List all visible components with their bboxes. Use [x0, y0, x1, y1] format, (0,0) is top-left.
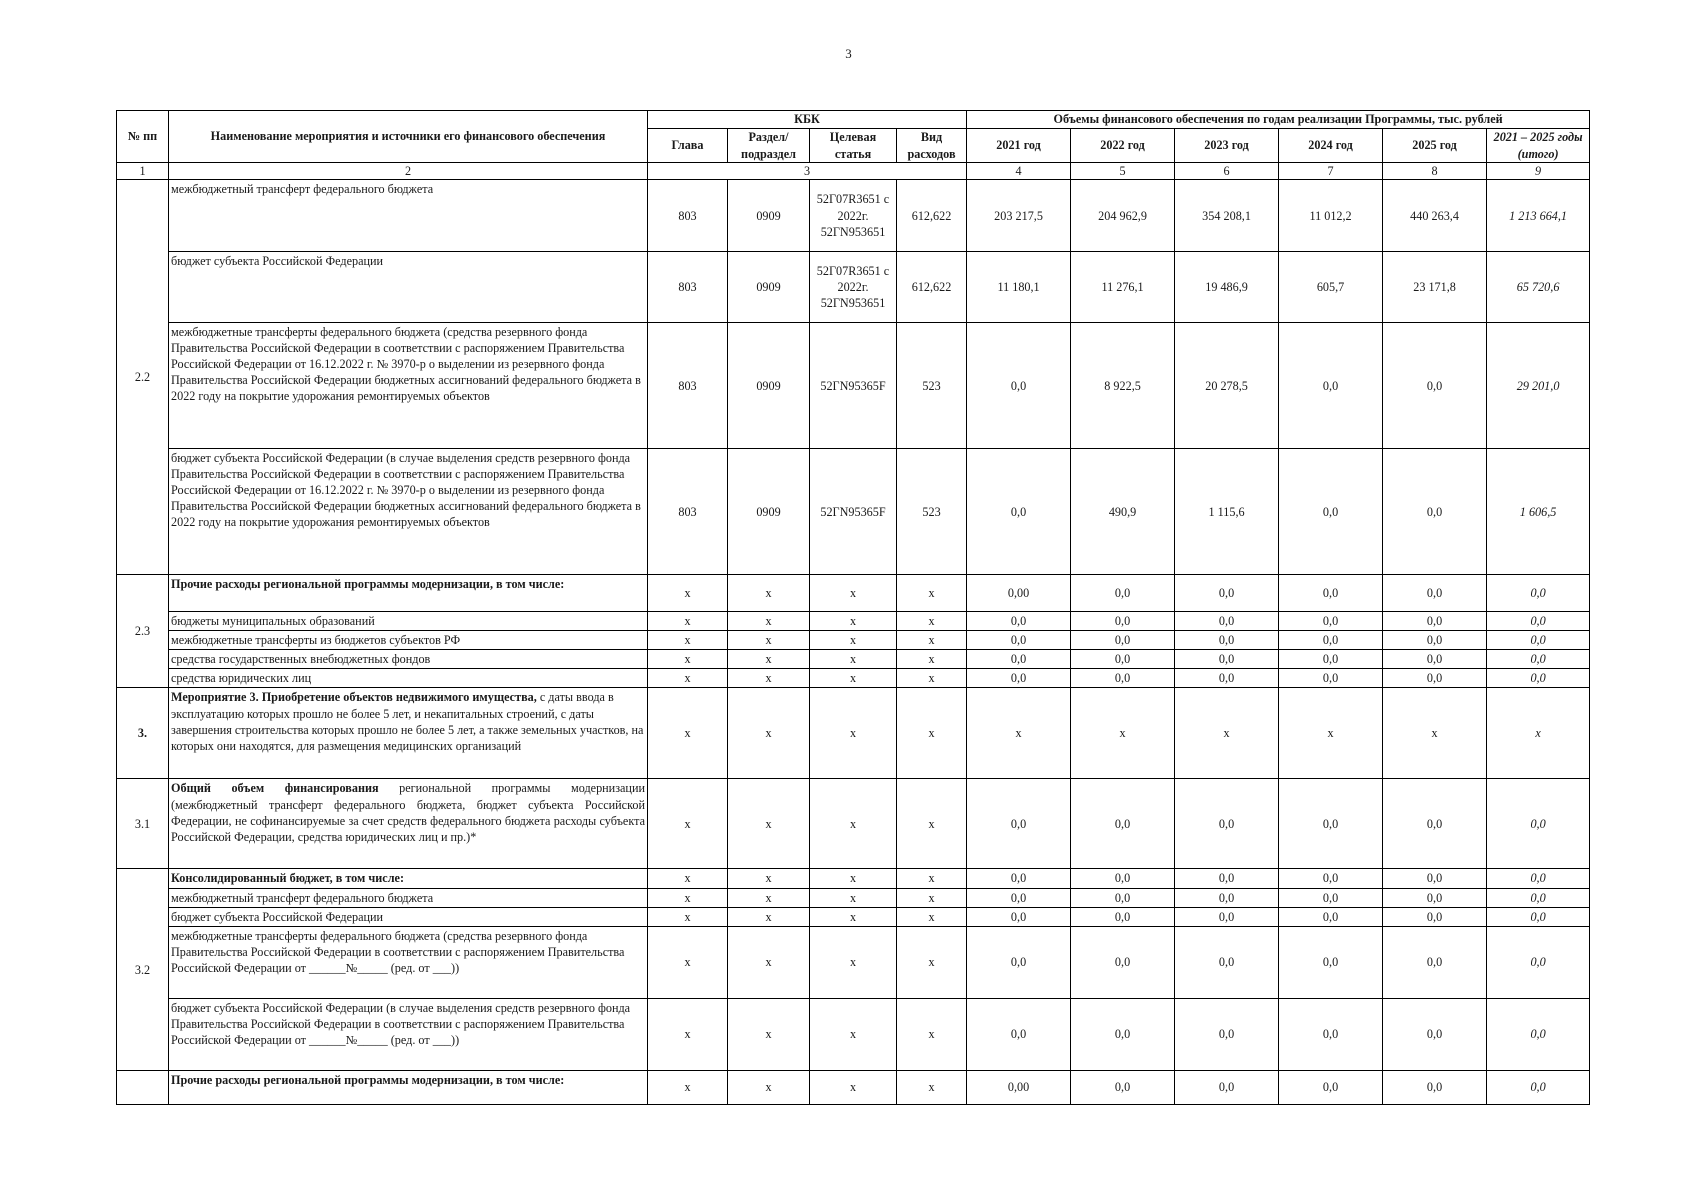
- row-name: Консолидированный бюджет, в том числе:: [169, 869, 648, 888]
- cell-2024: 0,0: [1279, 669, 1383, 688]
- section-number-empty: [117, 1070, 169, 1104]
- cell-vid: х: [897, 650, 967, 669]
- cell-razdel: 0909: [728, 252, 810, 323]
- cell-glava: х: [648, 612, 728, 631]
- cell-2025: 0,0: [1383, 650, 1487, 669]
- cell-total: 1 213 664,1: [1487, 180, 1590, 252]
- cell-razdel: 0909: [728, 449, 810, 575]
- cell-vid: х: [897, 869, 967, 888]
- cell-vid: х: [897, 779, 967, 869]
- table-row: [117, 323, 1590, 449]
- cell-glava: 803: [648, 180, 728, 252]
- cell-celevaya: 52ГN95365F: [810, 449, 897, 575]
- cell-razdel: 0909: [728, 180, 810, 252]
- cell-celevaya: х: [810, 631, 897, 650]
- cell-glava: 803: [648, 449, 728, 575]
- cell-2023: 0,0: [1175, 1070, 1279, 1104]
- header-year-2021: 2021 год: [967, 129, 1071, 163]
- cell-2024: 0,0: [1279, 575, 1383, 612]
- cell-2024: 0,0: [1279, 650, 1383, 669]
- cell-celevaya: х: [810, 669, 897, 688]
- cell-2023: 0,0: [1175, 869, 1279, 888]
- cell-2024: 0,0: [1279, 1070, 1383, 1104]
- table-row: [117, 779, 1590, 869]
- cell-total: 29 201,0: [1487, 323, 1590, 449]
- cell-2025: 0,0: [1383, 323, 1487, 449]
- cell-celevaya: 52ГN95365F: [810, 323, 897, 449]
- cell-celevaya: х: [810, 688, 897, 779]
- cell-total: х: [1487, 688, 1590, 779]
- row-name: межбюджетные трансферты из бюджетов субъектов РФ: [169, 631, 648, 650]
- cell-vid: 523: [897, 449, 967, 575]
- cell-celevaya: х: [810, 907, 897, 926]
- table-row: [117, 888, 1590, 907]
- header-volumes: Объемы финансового обеспечения по годам реализации Программы, тыс. рублей: [967, 111, 1590, 129]
- cell-2025: 0,0: [1383, 631, 1487, 650]
- cell-total: 65 720,6: [1487, 252, 1590, 323]
- section-number: 3.: [117, 688, 169, 779]
- row-name-rest: с даты ввода в эксплуатацию которых прошло не более 5 лет, и некапитальных строений, с даты завершения строительства которых прошло не более 5 лет, а также земельных участков, на которых они находятся, для размещения медицинских организаций: [171, 690, 644, 753]
- table-row: [117, 669, 1590, 688]
- cell-2025: 0,0: [1383, 869, 1487, 888]
- cell-celevaya: 52Г07R3651 с 2022г. 52ГN953651: [810, 252, 897, 323]
- cell-2021: 0,00: [967, 575, 1071, 612]
- row-name-bold: Мероприятие 3. Приобретение объектов недвижимого имущества,: [171, 690, 537, 705]
- cell-total: 0,0: [1487, 998, 1590, 1070]
- cell-2025: 0,0: [1383, 907, 1487, 926]
- cell-glava: х: [648, 650, 728, 669]
- table-row: [117, 575, 1590, 612]
- table-row: [117, 449, 1590, 575]
- cell-2022: 0,0: [1071, 869, 1175, 888]
- cell-glava: х: [648, 907, 728, 926]
- cell-vid: х: [897, 926, 967, 998]
- cell-glava: х: [648, 688, 728, 779]
- cell-celevaya: х: [810, 650, 897, 669]
- table-row: [117, 252, 1590, 323]
- cell-2023: 0,0: [1175, 926, 1279, 998]
- cell-2023: 354 208,1: [1175, 180, 1279, 252]
- cell-glava: х: [648, 669, 728, 688]
- cell-total: 0,0: [1487, 650, 1590, 669]
- row-name-bold: Общий объем финансирования: [171, 781, 379, 796]
- header-celevaya: Целевая статья: [810, 129, 897, 163]
- row-name: межбюджетные трансферты федерального бюджета (средства резервного фонда Правительства Российской Федерации в соответствии с распоряжением Правительства Российской Федерации от 16.12.2022 г. № 3970-р о выделении из резервного фонда Правительства Российской Федерации бюджетных ассигнований федерального бюджета в 2022 году на покрытие удорожания ремонтируемых объектов: [169, 323, 648, 449]
- cell-razdel: х: [728, 998, 810, 1070]
- cell-total: 0,0: [1487, 575, 1590, 612]
- cell-total: 0,0: [1487, 888, 1590, 907]
- cell-razdel: х: [728, 907, 810, 926]
- cell-2024: 0,0: [1279, 907, 1383, 926]
- row-name: бюджет субъекта Российской Федерации (в случае выделения средств резервного фонда Правительства Российской Федерации в соответствии с распоряжением Правительства Российской Федерации от 16.12.2022 г. № 3970-р о выделении из резервного фонда Правительства Российской Федерации бюджетных ассигнований федерального бюджета в 2022 году на покрытие удорожания ремонтируемых объектов: [169, 449, 648, 575]
- cell-razdel: х: [728, 888, 810, 907]
- cell-2022: 8 922,5: [1071, 323, 1175, 449]
- row-name: межбюджетный трансферт федерального бюджета: [169, 888, 648, 907]
- cell-2022: 0,0: [1071, 998, 1175, 1070]
- cell-razdel: х: [728, 612, 810, 631]
- section-number: 2.2: [117, 180, 169, 575]
- header-total: 2021 – 2025 годы (итого): [1487, 129, 1590, 163]
- cell-2021: 0,0: [967, 998, 1071, 1070]
- row-name: межбюджетный трансферт федерального бюджета: [169, 180, 648, 252]
- cell-total: 1 606,5: [1487, 449, 1590, 575]
- cell-2025: 0,0: [1383, 888, 1487, 907]
- cell-2021: 0,0: [967, 669, 1071, 688]
- row-name: [169, 779, 648, 869]
- cell-2023: 0,0: [1175, 669, 1279, 688]
- cell-celevaya: х: [810, 926, 897, 998]
- row-name: средства юридических лиц: [169, 669, 648, 688]
- cell-2022: 0,0: [1071, 907, 1175, 926]
- row-name: бюджет субъекта Российской Федерации: [169, 252, 648, 323]
- cell-2023: 1 115,6: [1175, 449, 1279, 575]
- cell-2022: 0,0: [1071, 650, 1175, 669]
- cell-vid: 523: [897, 323, 967, 449]
- table-row: [117, 926, 1590, 998]
- row-name: межбюджетные трансферты федерального бюджета (средства резервного фонда Правительства Российской Федерации в соответствии с распоряжением Правительства Российской Федерации от ______№_____ (ред. от ___)): [169, 926, 648, 998]
- header-glava: Глава: [648, 129, 728, 163]
- cell-razdel: х: [728, 631, 810, 650]
- cell-total: 0,0: [1487, 631, 1590, 650]
- cell-2024: 0,0: [1279, 631, 1383, 650]
- cell-total: 0,0: [1487, 869, 1590, 888]
- cell-2024: 0,0: [1279, 779, 1383, 869]
- row-name: средства государственных внебюджетных фондов: [169, 650, 648, 669]
- header-vid: Вид расходов: [897, 129, 967, 163]
- cell-2025: 0,0: [1383, 779, 1487, 869]
- cell-2025: 0,0: [1383, 575, 1487, 612]
- cell-2021: 0,0: [967, 888, 1071, 907]
- col-number: 1: [117, 163, 169, 180]
- cell-vid: х: [897, 669, 967, 688]
- cell-2022: 0,0: [1071, 926, 1175, 998]
- cell-glava: х: [648, 575, 728, 612]
- cell-2024: 11 012,2: [1279, 180, 1383, 252]
- cell-glava: х: [648, 631, 728, 650]
- row-name: [169, 688, 648, 779]
- cell-glava: 803: [648, 323, 728, 449]
- header-year-2022: 2022 год: [1071, 129, 1175, 163]
- table-row: [117, 631, 1590, 650]
- row-name: Прочие расходы региональной программы модернизации, в том числе:: [169, 575, 648, 612]
- cell-vid: х: [897, 612, 967, 631]
- cell-celevaya: х: [810, 575, 897, 612]
- financing-table: [116, 110, 1590, 1105]
- table-row: [117, 688, 1590, 779]
- table-row: [117, 612, 1590, 631]
- cell-2024: 0,0: [1279, 323, 1383, 449]
- cell-2021: 0,0: [967, 323, 1071, 449]
- header-year-2025: 2025 год: [1383, 129, 1487, 163]
- cell-vid: х: [897, 998, 967, 1070]
- col-number: 4: [967, 163, 1071, 180]
- cell-2022: 0,0: [1071, 779, 1175, 869]
- table-row: [117, 650, 1590, 669]
- cell-2021: 0,0: [967, 612, 1071, 631]
- row-name: бюджет субъекта Российской Федерации (в случае выделения средств резервного фонда Правительства Российской Федерации в соответствии с распоряжением Правительства Российской Федерации от ______№_____ (ред. от ___)): [169, 998, 648, 1070]
- table-row: [117, 869, 1590, 888]
- table-row: [117, 907, 1590, 926]
- row-name: бюджеты муниципальных образований: [169, 612, 648, 631]
- header-year-2024: 2024 год: [1279, 129, 1383, 163]
- cell-celevaya: х: [810, 869, 897, 888]
- cell-2023: 0,0: [1175, 612, 1279, 631]
- cell-2024: 0,0: [1279, 612, 1383, 631]
- row-name: бюджет субъекта Российской Федерации: [169, 907, 648, 926]
- cell-razdel: х: [728, 1070, 810, 1104]
- cell-2023: х: [1175, 688, 1279, 779]
- cell-2022: х: [1071, 688, 1175, 779]
- cell-2022: 204 962,9: [1071, 180, 1175, 252]
- col-number: 2: [169, 163, 648, 180]
- col-number: 6: [1175, 163, 1279, 180]
- cell-2023: 19 486,9: [1175, 252, 1279, 323]
- cell-glava: 803: [648, 252, 728, 323]
- cell-razdel: х: [728, 669, 810, 688]
- cell-2024: 0,0: [1279, 449, 1383, 575]
- cell-celevaya: х: [810, 612, 897, 631]
- cell-2024: 0,0: [1279, 888, 1383, 907]
- table-row: [117, 1070, 1590, 1104]
- cell-2025: 440 263,4: [1383, 180, 1487, 252]
- cell-razdel: х: [728, 926, 810, 998]
- cell-razdel: х: [728, 650, 810, 669]
- cell-2021: 0,0: [967, 449, 1071, 575]
- cell-total: 0,0: [1487, 926, 1590, 998]
- table-row: [117, 998, 1590, 1070]
- cell-2021: х: [967, 688, 1071, 779]
- cell-glava: х: [648, 888, 728, 907]
- cell-2023: 0,0: [1175, 650, 1279, 669]
- cell-2024: 0,0: [1279, 926, 1383, 998]
- header-num: № пп: [117, 111, 169, 163]
- cell-total: 0,0: [1487, 907, 1590, 926]
- section-number: 3.1: [117, 779, 169, 869]
- cell-vid: 612,622: [897, 252, 967, 323]
- table-row: [117, 180, 1590, 252]
- cell-celevaya: 52Г07R3651 с 2022г. 52ГN953651: [810, 180, 897, 252]
- cell-2023: 0,0: [1175, 998, 1279, 1070]
- page-number: 3: [845, 46, 852, 61]
- cell-2022: 0,0: [1071, 888, 1175, 907]
- section-number: 3.2: [117, 869, 169, 1070]
- cell-2021: 0,0: [967, 926, 1071, 998]
- cell-vid: х: [897, 575, 967, 612]
- col-number: 3: [648, 163, 967, 180]
- col-number: 9: [1487, 163, 1590, 180]
- cell-celevaya: х: [810, 1070, 897, 1104]
- row-name: Прочие расходы региональной программы модернизации, в том числе:: [169, 1070, 648, 1104]
- cell-2021: 0,0: [967, 907, 1071, 926]
- cell-2021: 0,0: [967, 869, 1071, 888]
- cell-razdel: х: [728, 688, 810, 779]
- section-number: 2.3: [117, 575, 169, 688]
- cell-razdel: х: [728, 575, 810, 612]
- cell-vid: х: [897, 1070, 967, 1104]
- col-number: 5: [1071, 163, 1175, 180]
- cell-2021: 203 217,5: [967, 180, 1071, 252]
- cell-2023: 20 278,5: [1175, 323, 1279, 449]
- cell-2022: 0,0: [1071, 612, 1175, 631]
- cell-2021: 11 180,1: [967, 252, 1071, 323]
- cell-2024: 0,0: [1279, 869, 1383, 888]
- header-year-2023: 2023 год: [1175, 129, 1279, 163]
- cell-2025: 0,0: [1383, 612, 1487, 631]
- cell-vid: 612,622: [897, 180, 967, 252]
- cell-2023: 0,0: [1175, 631, 1279, 650]
- header-kbk: КБК: [648, 111, 967, 129]
- cell-2024: х: [1279, 688, 1383, 779]
- cell-glava: х: [648, 779, 728, 869]
- cell-glava: х: [648, 869, 728, 888]
- cell-total: 0,0: [1487, 612, 1590, 631]
- cell-2022: 0,0: [1071, 669, 1175, 688]
- cell-total: 0,0: [1487, 1070, 1590, 1104]
- cell-2022: 0,0: [1071, 575, 1175, 612]
- cell-2022: 490,9: [1071, 449, 1175, 575]
- cell-2025: х: [1383, 688, 1487, 779]
- header-numbers-row: [117, 163, 1590, 180]
- cell-2023: 0,0: [1175, 779, 1279, 869]
- cell-celevaya: х: [810, 888, 897, 907]
- col-number: 7: [1279, 163, 1383, 180]
- cell-razdel: х: [728, 869, 810, 888]
- cell-2025: 0,0: [1383, 926, 1487, 998]
- cell-celevaya: х: [810, 998, 897, 1070]
- header-name: Наименование мероприятия и источники его финансового обеспечения: [169, 111, 648, 163]
- cell-2021: 0,0: [967, 650, 1071, 669]
- header-razdel: Раздел/ подраздел: [728, 129, 810, 163]
- row-name-rest: региональной программы модернизации (межбюджетный трансферт федерального бюджета, бюджет субъекта Российской Федерации, не софинансируемые за счет средств федерального бюджета расходы субъекта Российской Федерации, средства юридических лиц и пр.)*: [171, 781, 645, 844]
- cell-2023: 0,0: [1175, 888, 1279, 907]
- cell-glava: х: [648, 926, 728, 998]
- cell-celevaya: х: [810, 779, 897, 869]
- cell-2021: 0,0: [967, 631, 1071, 650]
- cell-2025: 23 171,8: [1383, 252, 1487, 323]
- cell-total: 0,0: [1487, 669, 1590, 688]
- cell-razdel: х: [728, 779, 810, 869]
- cell-vid: х: [897, 888, 967, 907]
- cell-vid: х: [897, 688, 967, 779]
- cell-vid: х: [897, 907, 967, 926]
- cell-2021: 0,0: [967, 779, 1071, 869]
- cell-glava: х: [648, 1070, 728, 1104]
- cell-2022: 0,0: [1071, 1070, 1175, 1104]
- header-row-1: [117, 111, 1590, 129]
- cell-2024: 0,0: [1279, 998, 1383, 1070]
- col-number: 8: [1383, 163, 1487, 180]
- cell-2023: 0,0: [1175, 907, 1279, 926]
- cell-2021: 0,00: [967, 1070, 1071, 1104]
- cell-2025: 0,0: [1383, 669, 1487, 688]
- cell-2023: 0,0: [1175, 575, 1279, 612]
- cell-2022: 11 276,1: [1071, 252, 1175, 323]
- cell-2025: 0,0: [1383, 449, 1487, 575]
- cell-2025: 0,0: [1383, 998, 1487, 1070]
- cell-vid: х: [897, 631, 967, 650]
- cell-razdel: 0909: [728, 323, 810, 449]
- cell-glava: х: [648, 998, 728, 1070]
- cell-2022: 0,0: [1071, 631, 1175, 650]
- cell-2025: 0,0: [1383, 1070, 1487, 1104]
- cell-2024: 605,7: [1279, 252, 1383, 323]
- cell-total: 0,0: [1487, 779, 1590, 869]
